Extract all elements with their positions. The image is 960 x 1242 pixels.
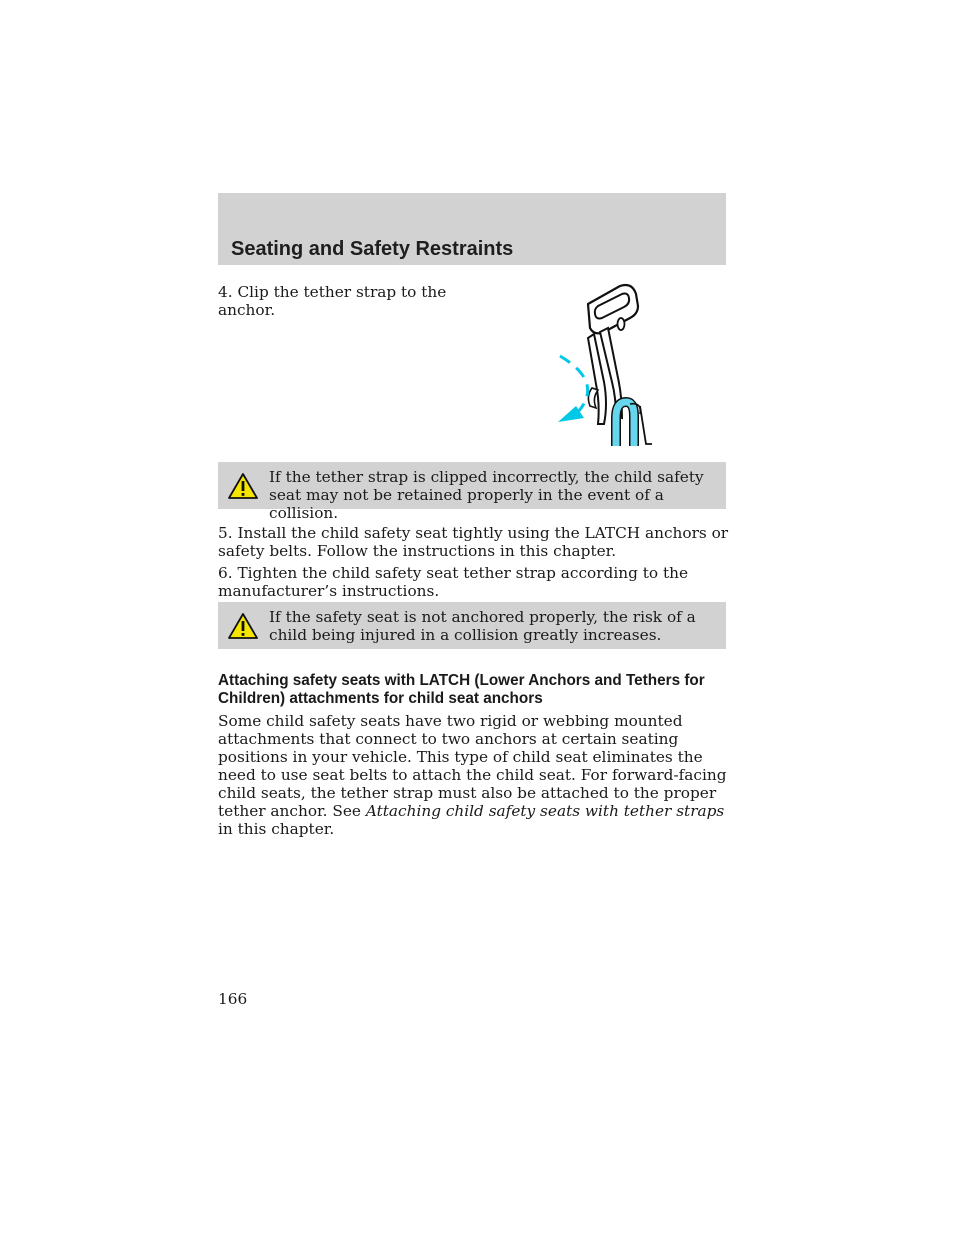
section-title: Seating and Safety Restraints	[231, 238, 514, 260]
page-number: 166	[218, 990, 248, 1008]
latch-section-body	[218, 712, 730, 838]
step-5-text: 5. Install the child safety seat tightly using the LATCH anchors or safety belts. Follow the instructions in this chapter.	[218, 524, 729, 560]
tether-clip-illustration	[500, 278, 720, 448]
warning-text: If the safety seat is not anchored properly, the risk of a child being injured in a collision greatly increases.	[269, 608, 696, 644]
step-4-text: 4. Clip the tether strap to the anchor.	[218, 283, 447, 319]
cross-reference-link: Attaching child safety seats with tether straps	[365, 802, 725, 820]
latch-body-text-end: in this chapter.	[218, 820, 335, 838]
warning-text: If the tether strap is clipped incorrectly, the child safety seat may not be retained properly in the event of a collision.	[269, 468, 704, 522]
latch-section-heading: Attaching safety seats with LATCH (Lower Anchors and Tethers for Children) attachments for child seat anchors	[218, 672, 705, 707]
warning-box-anchoring	[218, 602, 726, 649]
section-header-band	[218, 193, 726, 265]
warning-triangle-icon	[228, 473, 258, 499]
latch-body-text: Some child safety seats have two rigid or webbing mounted attachments that connect to two anchors at certain seating positions in your vehicle. This type of child seat eliminates the need to use seat belts to attach the child seat. For forward-facing child seats, the tether strap must also be attached to the proper tether anchor. See	[218, 712, 727, 820]
warning-triangle-icon	[228, 613, 258, 639]
step-6-text: 6. Tighten the child safety seat tether strap according to the manufacturer’s instructions.	[218, 564, 688, 600]
warning-box-tether-clip	[218, 462, 726, 522]
